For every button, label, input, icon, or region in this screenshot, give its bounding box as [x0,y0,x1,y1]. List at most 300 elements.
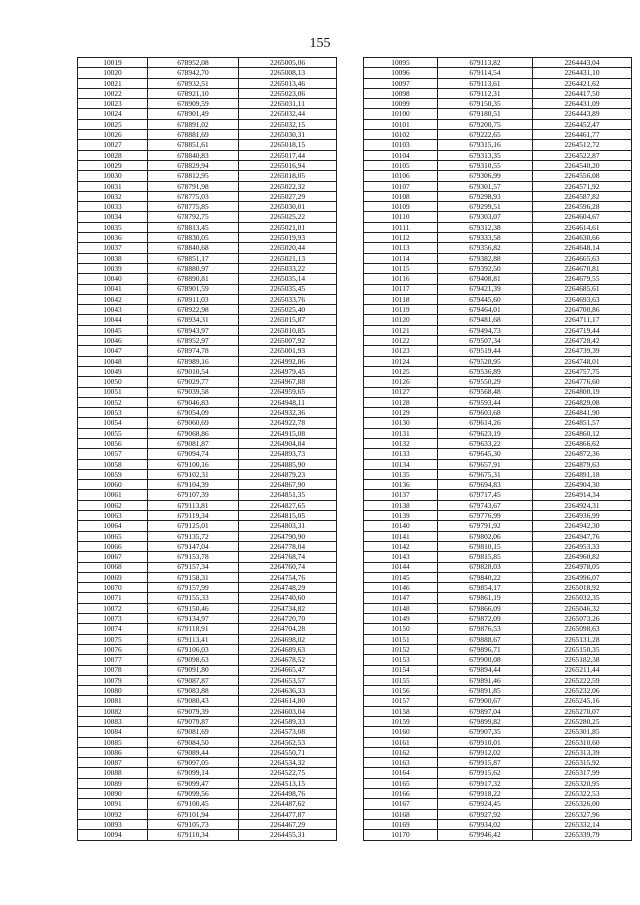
y-coordinate-cell: 2265270,07 [533,706,632,716]
y-coordinate-cell: 2265035,45 [239,284,337,294]
y-coordinate-cell: 2264665,63 [533,253,632,263]
point-number-cell: 10056 [78,438,148,448]
point-number-cell: 10050 [78,377,148,387]
table-row [364,727,632,737]
x-coordinate-cell: 679614,26 [438,418,533,428]
point-number-cell: 10159 [364,717,438,727]
point-number-cell: 10076 [78,644,148,654]
y-coordinate-cell: 2265025,40 [239,305,337,315]
x-coordinate-cell: 679298,93 [438,191,533,201]
table-row [364,315,632,325]
y-coordinate-cell: 2265030,31 [239,130,337,140]
table-row [78,696,337,706]
point-number-cell: 10167 [364,799,438,809]
y-coordinate-cell: 2264556,08 [533,171,632,181]
point-number-cell: 10083 [78,717,148,727]
point-number-cell: 10114 [364,253,438,263]
point-number-cell: 10066 [78,541,148,551]
x-coordinate-cell: 679101,94 [148,809,239,819]
x-coordinate-cell: 679810,15 [438,541,533,551]
table-row [364,150,632,160]
table-row [364,366,632,376]
y-coordinate-cell: 2265211,44 [533,665,632,675]
y-coordinate-cell: 2265010,85 [239,325,337,335]
table-row [364,634,632,644]
x-coordinate-cell: 679099,14 [148,768,239,778]
x-coordinate-cell: 679840,22 [438,572,533,582]
table-row [364,572,632,582]
table-row [78,665,337,675]
y-coordinate-cell: 2264487,62 [239,799,337,809]
point-number-cell: 10161 [364,737,438,747]
point-number-cell: 10115 [364,263,438,273]
table-row [364,160,632,170]
y-coordinate-cell: 2264915,08 [239,428,337,438]
table-row [364,428,632,438]
point-number-cell: 10067 [78,552,148,562]
y-coordinate-cell: 2264522,87 [533,150,632,160]
table-row [364,119,632,129]
y-coordinate-cell: 2265032,35 [533,593,632,603]
y-coordinate-cell: 2264829,08 [533,397,632,407]
y-coordinate-cell: 2264760,74 [239,562,337,572]
table-row [78,562,337,572]
y-coordinate-cell: 2264653,57 [239,675,337,685]
x-coordinate-cell: 679105,73 [148,819,239,829]
table-row [78,469,337,479]
point-number-cell: 10109 [364,202,438,212]
y-coordinate-cell: 2265035,14 [239,274,337,284]
y-coordinate-cell: 2265245,16 [533,696,632,706]
point-number-cell: 10032 [78,191,148,201]
x-coordinate-cell: 679113,41 [148,634,239,644]
y-coordinate-cell: 2264978,05 [533,562,632,572]
table-row [78,593,337,603]
point-number-cell: 10119 [364,305,438,315]
y-coordinate-cell: 2264953,33 [533,541,632,551]
x-coordinate-cell: 678901,59 [148,284,239,294]
table-row [78,160,337,170]
x-coordinate-cell: 679157,99 [148,583,239,593]
y-coordinate-cell: 2264885,90 [239,459,337,469]
x-coordinate-cell: 679081,87 [148,438,239,448]
table-row [78,305,337,315]
y-coordinate-cell: 2264573,08 [239,727,337,737]
table-row [78,583,337,593]
table-row [78,181,337,191]
y-coordinate-cell: 2265327,96 [533,809,632,819]
x-coordinate-cell: 679910,01 [438,737,533,747]
table-row [78,511,337,521]
y-coordinate-cell: 2264947,76 [533,531,632,541]
y-coordinate-cell: 2264800,19 [533,387,632,397]
table-row [78,686,337,696]
point-number-cell: 10075 [78,634,148,644]
x-coordinate-cell: 679776,99 [438,511,533,521]
point-number-cell: 10020 [78,68,148,78]
x-coordinate-cell: 678829,94 [148,160,239,170]
y-coordinate-cell: 2265021,01 [239,222,337,232]
x-coordinate-cell: 679125,01 [148,521,239,531]
x-coordinate-cell: 679896,71 [438,644,533,654]
y-coordinate-cell: 2264872,36 [533,449,632,459]
point-number-cell: 10155 [364,675,438,685]
point-number-cell: 10105 [364,160,438,170]
x-coordinate-cell: 679900,67 [438,696,533,706]
table-row [78,500,337,510]
x-coordinate-cell: 679060,69 [148,418,239,428]
x-coordinate-cell: 679382,88 [438,253,533,263]
table-row [364,696,632,706]
coordinates-table-left [77,57,337,841]
x-coordinate-cell: 679421,39 [438,284,533,294]
x-coordinate-cell: 679119,34 [148,511,239,521]
table-row [364,191,632,201]
x-coordinate-cell: 679333,58 [438,233,533,243]
point-number-cell: 10030 [78,171,148,181]
y-coordinate-cell: 2265030,01 [239,202,337,212]
point-number-cell: 10106 [364,171,438,181]
x-coordinate-cell: 679100,45 [148,799,239,809]
table-row [78,521,337,531]
table-row [78,284,337,294]
y-coordinate-cell: 2265315,92 [533,758,632,768]
y-coordinate-cell: 2265013,46 [239,78,337,88]
x-coordinate-cell: 679134,97 [148,614,239,624]
point-number-cell: 10070 [78,583,148,593]
x-coordinate-cell: 679150,46 [148,603,239,613]
table-row [78,675,337,685]
y-coordinate-cell: 2264924,31 [533,500,632,510]
x-coordinate-cell: 679153,78 [148,552,239,562]
point-number-cell: 10110 [364,212,438,222]
point-number-cell: 10147 [364,593,438,603]
y-coordinate-cell: 2265022,32 [239,181,337,191]
point-number-cell: 10103 [364,140,438,150]
y-coordinate-cell: 2265032,44 [239,109,337,119]
point-number-cell: 10038 [78,253,148,263]
y-coordinate-cell: 2265033,76 [239,294,337,304]
table-row [78,737,337,747]
y-coordinate-cell: 2265301,85 [533,727,632,737]
x-coordinate-cell: 678943,97 [148,325,239,335]
point-number-cell: 10080 [78,686,148,696]
table-row [364,356,632,366]
table-row [364,768,632,778]
table-row [78,130,337,140]
x-coordinate-cell: 679408,81 [438,274,533,284]
point-number-cell: 10088 [78,768,148,778]
point-number-cell: 10058 [78,459,148,469]
table-row [78,387,337,397]
y-coordinate-cell: 2264803,31 [239,521,337,531]
point-number-cell: 10132 [364,438,438,448]
table-row [364,511,632,521]
point-number-cell: 10071 [78,593,148,603]
y-coordinate-cell: 2265018,15 [239,140,337,150]
x-coordinate-cell: 679593,44 [438,397,533,407]
x-coordinate-cell: 679099,56 [148,789,239,799]
point-number-cell: 10153 [364,655,438,665]
table-row [78,294,337,304]
x-coordinate-cell: 678851,61 [148,140,239,150]
point-number-cell: 10113 [364,243,438,253]
table-row [78,243,337,253]
table-row [364,274,632,284]
table-row [364,397,632,407]
table-row [364,758,632,768]
y-coordinate-cell: 2264754,76 [239,572,337,582]
y-coordinate-cell: 2264996,07 [533,572,632,582]
y-coordinate-cell: 2265007,92 [239,336,337,346]
table-row [78,830,337,840]
table-row [78,109,337,119]
x-coordinate-cell: 679866,09 [438,603,533,613]
y-coordinate-cell: 2264522,75 [239,768,337,778]
point-number-cell: 10051 [78,387,148,397]
point-number-cell: 10150 [364,624,438,634]
point-number-cell: 10136 [364,480,438,490]
table-row [78,541,337,551]
point-number-cell: 10033 [78,202,148,212]
table-row [78,397,337,407]
point-number-cell: 10091 [78,799,148,809]
y-coordinate-cell: 2264596,28 [533,202,632,212]
y-coordinate-cell: 2264571,92 [533,181,632,191]
y-coordinate-cell: 2264550,71 [239,747,337,757]
point-number-cell: 10089 [78,778,148,788]
table-row [364,68,632,78]
point-number-cell: 10140 [364,521,438,531]
table-row [78,377,337,387]
x-coordinate-cell: 678921,10 [148,88,239,98]
point-number-cell: 10064 [78,521,148,531]
x-coordinate-cell: 679113,81 [148,500,239,510]
table-row [78,819,337,829]
y-coordinate-cell: 2264443,89 [533,109,632,119]
point-number-cell: 10122 [364,336,438,346]
x-coordinate-cell: 678932,51 [148,78,239,88]
table-row [364,284,632,294]
point-number-cell: 10112 [364,233,438,243]
point-number-cell: 10036 [78,233,148,243]
x-coordinate-cell: 678942,70 [148,68,239,78]
table-row [364,809,632,819]
point-number-cell: 10117 [364,284,438,294]
y-coordinate-cell: 2264679,55 [533,274,632,284]
x-coordinate-cell: 679113,61 [438,78,533,88]
x-coordinate-cell: 679507,34 [438,336,533,346]
point-number-cell: 10125 [364,366,438,376]
x-coordinate-cell: 679029,77 [148,377,239,387]
table-row [78,356,337,366]
y-coordinate-cell: 2264455,31 [239,830,337,840]
x-coordinate-cell: 679872,09 [438,614,533,624]
x-coordinate-cell: 678934,31 [148,315,239,325]
point-number-cell: 10026 [78,130,148,140]
point-number-cell: 10166 [364,789,438,799]
x-coordinate-cell: 679802,06 [438,531,533,541]
y-coordinate-cell: 2264728,42 [533,336,632,346]
point-number-cell: 10025 [78,119,148,129]
x-coordinate-cell: 679157,34 [148,562,239,572]
x-coordinate-cell: 678890,81 [148,274,239,284]
point-number-cell: 10084 [78,727,148,737]
x-coordinate-cell: 679114,54 [438,68,533,78]
table-row [364,459,632,469]
y-coordinate-cell: 2264614,61 [533,222,632,232]
x-coordinate-cell: 679675,31 [438,469,533,479]
table-row [364,593,632,603]
y-coordinate-cell: 2264851,57 [533,418,632,428]
table-row [364,325,632,335]
y-coordinate-cell: 2265008,13 [239,68,337,78]
y-coordinate-cell: 2265313,39 [533,747,632,757]
x-coordinate-cell: 678922,98 [148,305,239,315]
point-number-cell: 10169 [364,819,438,829]
y-coordinate-cell: 2264498,76 [239,789,337,799]
point-number-cell: 10104 [364,150,438,160]
y-coordinate-cell: 2264959,65 [239,387,337,397]
x-coordinate-cell: 679089,44 [148,747,239,757]
x-coordinate-cell: 678880,97 [148,263,239,273]
y-coordinate-cell: 2264589,33 [239,717,337,727]
x-coordinate-cell: 679113,82 [438,58,533,68]
table-row [78,202,337,212]
table-row [364,737,632,747]
x-coordinate-cell: 679519,44 [438,346,533,356]
y-coordinate-cell: 2265317,99 [533,768,632,778]
x-coordinate-cell: 679079,39 [148,706,239,716]
x-coordinate-cell: 679876,53 [438,624,533,634]
x-coordinate-cell: 678775,85 [148,202,239,212]
point-number-cell: 10134 [364,459,438,469]
x-coordinate-cell: 679927,92 [438,809,533,819]
x-coordinate-cell: 679098,63 [148,655,239,665]
x-coordinate-cell: 679310,55 [438,160,533,170]
y-coordinate-cell: 2265332,14 [533,819,632,829]
point-number-cell: 10060 [78,480,148,490]
point-number-cell: 10072 [78,603,148,613]
table-row [78,531,337,541]
point-number-cell: 10138 [364,500,438,510]
point-number-cell: 10156 [364,686,438,696]
table-row [364,109,632,119]
table-row [78,789,337,799]
y-coordinate-cell: 2264431,09 [533,99,632,109]
table-row [364,181,632,191]
point-number-cell: 10126 [364,377,438,387]
x-coordinate-cell: 679536,89 [438,366,533,376]
y-coordinate-cell: 2265027,29 [239,191,337,201]
point-number-cell: 10146 [364,583,438,593]
table-row [364,387,632,397]
table-row [78,78,337,88]
point-number-cell: 10100 [364,109,438,119]
table-row [78,68,337,78]
table-row [364,819,632,829]
y-coordinate-cell: 2265182,38 [533,655,632,665]
x-coordinate-cell: 679946,42 [438,830,533,840]
table-row [78,747,337,757]
y-coordinate-cell: 2264914,34 [533,490,632,500]
y-coordinate-cell: 2265025,22 [239,212,337,222]
table-row [364,665,632,675]
x-coordinate-cell: 679081,69 [148,727,239,737]
x-coordinate-cell: 679135,72 [148,531,239,541]
y-coordinate-cell: 2264979,45 [239,366,337,376]
point-number-cell: 10069 [78,572,148,582]
x-coordinate-cell: 678952,97 [148,336,239,346]
y-coordinate-cell: 2265018,92 [533,583,632,593]
table-row [78,655,337,665]
x-coordinate-cell: 679791,92 [438,521,533,531]
point-number-cell: 10142 [364,541,438,551]
coordinates-table-right [363,57,632,841]
x-coordinate-cell: 679899,82 [438,717,533,727]
y-coordinate-cell: 2265023,06 [239,88,337,98]
y-coordinate-cell: 2264636,33 [239,686,337,696]
point-number-cell: 10162 [364,747,438,757]
x-coordinate-cell: 679010,54 [148,366,239,376]
point-number-cell: 10055 [78,428,148,438]
point-number-cell: 10094 [78,830,148,840]
table-row [364,562,632,572]
x-coordinate-cell: 679068,86 [148,428,239,438]
y-coordinate-cell: 2264421,62 [533,78,632,88]
y-coordinate-cell: 2265020,44 [239,243,337,253]
point-number-cell: 10059 [78,469,148,479]
x-coordinate-cell: 679924,45 [438,799,533,809]
point-number-cell: 10144 [364,562,438,572]
x-coordinate-cell: 679568,48 [438,387,533,397]
table-row [364,408,632,418]
point-number-cell: 10029 [78,160,148,170]
x-coordinate-cell: 679907,35 [438,727,533,737]
x-coordinate-cell: 679039,58 [148,387,239,397]
point-number-cell: 10124 [364,356,438,366]
x-coordinate-cell: 679107,39 [148,490,239,500]
y-coordinate-cell: 2264452,47 [533,119,632,129]
point-number-cell: 10068 [78,562,148,572]
table-row [364,655,632,665]
point-number-cell: 10053 [78,408,148,418]
y-coordinate-cell: 2264992,86 [239,356,337,366]
x-coordinate-cell: 679717,45 [438,490,533,500]
y-coordinate-cell: 2264534,32 [239,758,337,768]
y-coordinate-cell: 2264431,10 [533,68,632,78]
y-coordinate-cell: 2265232,06 [533,686,632,696]
x-coordinate-cell: 679828,03 [438,562,533,572]
point-number-cell: 10102 [364,130,438,140]
x-coordinate-cell: 679079,87 [148,717,239,727]
x-coordinate-cell: 678812,95 [148,171,239,181]
y-coordinate-cell: 2264893,73 [239,449,337,459]
x-coordinate-cell: 679494,73 [438,325,533,335]
point-number-cell: 10092 [78,809,148,819]
table-row [364,469,632,479]
x-coordinate-cell: 679313,35 [438,150,533,160]
y-coordinate-cell: 2265018,05 [239,171,337,181]
table-row [364,603,632,613]
y-coordinate-cell: 2265073,26 [533,614,632,624]
y-coordinate-cell: 2264879,63 [533,459,632,469]
x-coordinate-cell: 678840,83 [148,150,239,160]
y-coordinate-cell: 2264689,63 [239,644,337,654]
y-coordinate-cell: 2265310,60 [533,737,632,747]
x-coordinate-cell: 679445,60 [438,294,533,304]
x-coordinate-cell: 679550,29 [438,377,533,387]
